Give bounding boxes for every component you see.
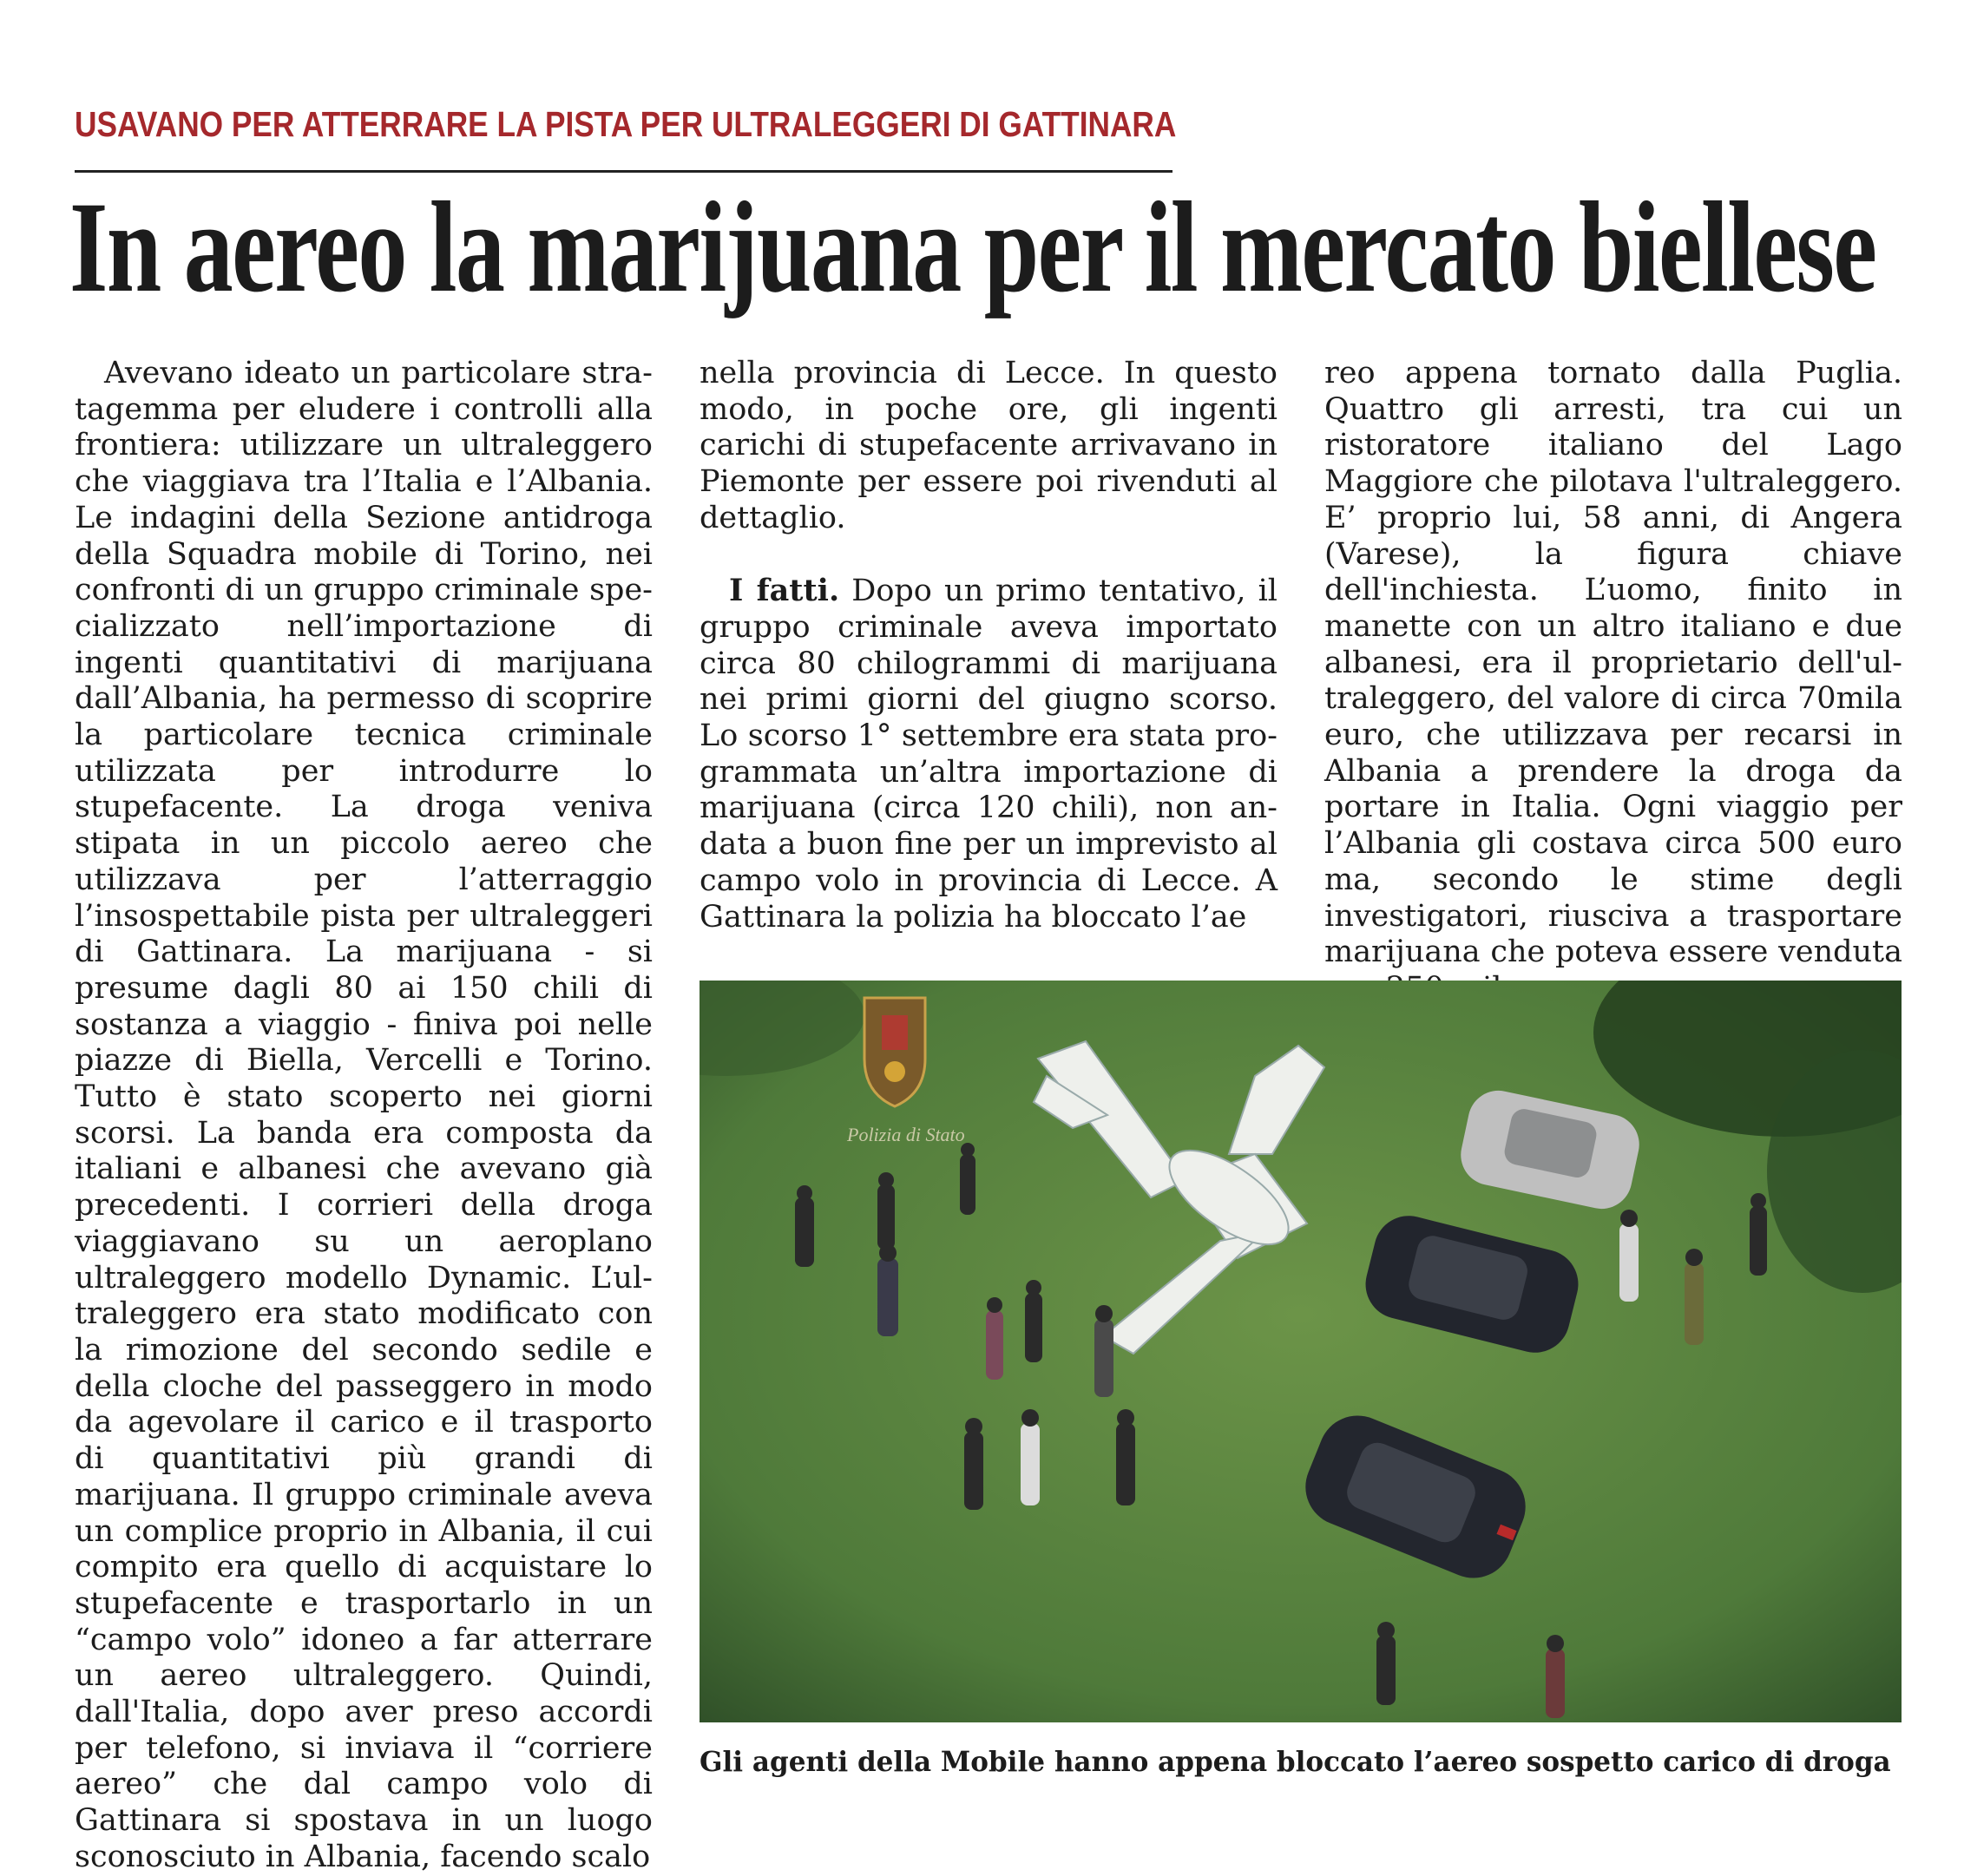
column-2-paragraph-2: [700, 573, 1278, 935]
section-lead: I fatti.: [729, 573, 840, 609]
police-emblem-icon: [864, 998, 925, 1106]
column-2: [700, 356, 1278, 946]
column-3-text: reo appena tornato dalla Puglia. Quattro gli arresti, tra cui un ristoratore italiano del Lago Maggiore che pilotava l'ultraleggero. E’ proprio lui, 58 anni, di Angera (Varese), la figura chiave dell'inchiesta. L’uomo, finito in manette con un altro italiano e due albanesi, era il proprietario dell'ultraleggero, del valore di circa 70mila euro, che utilizzava per recarsi in Albania a prendere la droga da portare in Italia. Ogni viaggio per l’Albania gli costava circa 500 euro ma, secondo le stime degli investigatori, riusciva a trasportare marijuana che poteva essere venduta: [1324, 356, 1902, 970]
column-2-text-2: Dopo un primo tentativo, il gruppo criminale aveva importato circa 80 chilogrammi di marijuana nei primi giorni del giugno scorso. Lo scorso 1° settembre era stata programmata un’altra importazione di marijuana (circa 120 chili), non andata a buon fine per un imprevisto al campo volo in provincia di Lecce. A Gattinara la polizia ha bloccato l’ae: [700, 574, 1278, 935]
kicker: USAVANO PER ATTERRARE LA PISTA PER ULTRALEGGERI DI GATTINARA: [75, 104, 1177, 144]
column-2-text-1: nella provincia di Lecce. In questo modo, in poche ore, gli ingenti carichi di stupefacente arrivavano in Piemonte per essere poi rivenduti al dettaglio.: [700, 356, 1278, 535]
column-1-text: Avevano ideato un particolare stratagemma per eludere i controlli alla frontiera: utilizzare un ultraleggero che viaggiava tra l’Italia e l’Albania. Le indagini della Sezione antidroga della Squadra mobile di Torino, nei confronti di un gruppo criminale specializzato nell’importazione di ingenti quantitativi di marijuana dall’Albania, ha permesso di scoprire la particolare tecnica criminale utilizzata per introdurre lo stupefacente. La droga veniva stipata in un piccolo aereo che utilizzava per l’atterraggio l’insospettabile pista per ultraleggeri di Gattinara. La marijuana - si presume dagli 80 ai 150 chili di sostanza a viaggio - finiva poi nelle piazze di Biella, Vercelli e Torino. Tutto è stato scoperto nei giorni scorsi. La banda era composta da italiani e albanesi che avevano già precedenti. I corrieri della droga viaggiavano su un aeroplano ultraleggero modello Dynamic. L’ultraleggero era stato modificato con la rimozione del secondo sedile e della cloche del passeggero in modo da agevolare il carico e il trasporto di quantitativi più grandi di marijuana. Il gruppo criminale aveva un complice proprio in Albania, il cui compito era quello di acquistare lo stupefacente e trasportarlo in un “campo volo” idoneo a far atterrare un aereo ultraleggero. Quindi, dall'Italia, dopo aver preso accordi per telefono, si inviava il “corriere aereo” che dal campo volo di Gattinara si spostava in un luogo sconosciuto in Albania, facendo scalo: [75, 356, 653, 1874]
aerial-photo-plane-cars-icon: [700, 981, 1902, 1722]
column-3: [1324, 356, 1902, 970]
column-1: [75, 356, 653, 1874]
watermark: Polizia di Stato: [847, 1124, 965, 1145]
photo-caption: Gli agenti della Mobile hanno appena bloccato l’aereo sospetto carico di droga: [700, 1745, 1891, 1778]
paragraph-gap: [700, 537, 1278, 574]
news-photo: [700, 981, 1902, 1722]
kicker-rule: [75, 170, 1172, 173]
headline: In aereo la marijuana per il mercato biellese: [69, 175, 1876, 319]
